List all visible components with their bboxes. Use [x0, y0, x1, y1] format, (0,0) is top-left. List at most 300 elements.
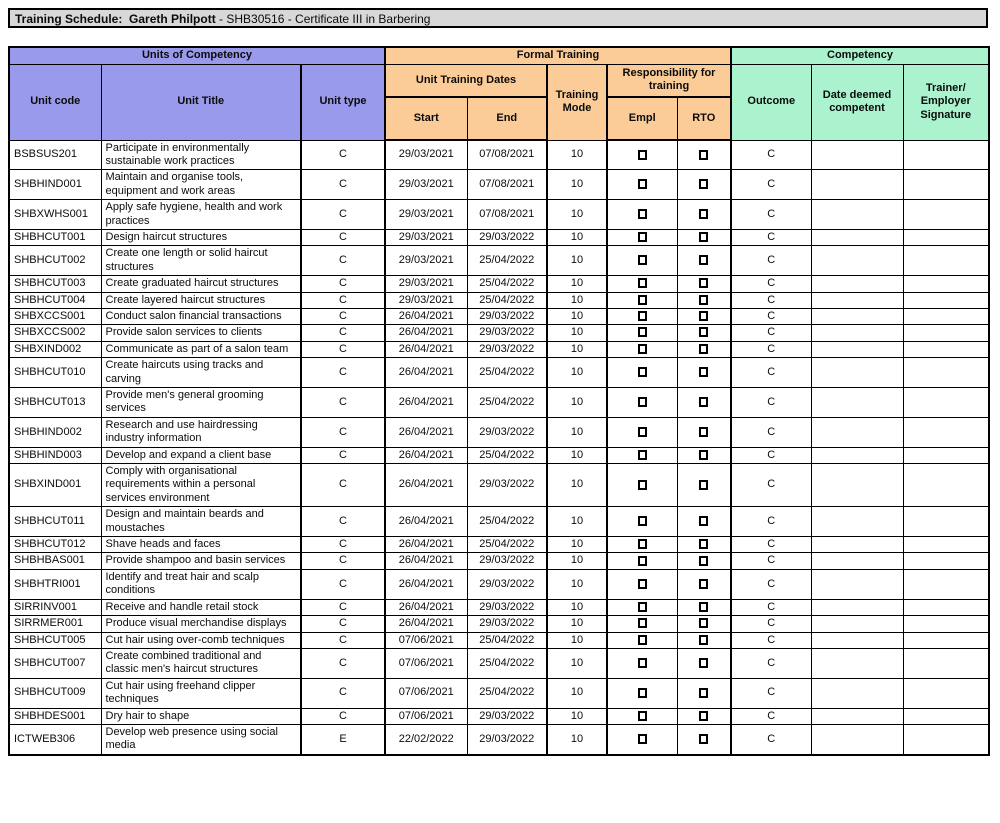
unit-type-cell: C: [301, 200, 385, 230]
trainer-signature-cell: [903, 308, 989, 324]
rto-checkbox-unchecked-icon[interactable]: [699, 397, 708, 407]
rto-checkbox-cell: [677, 632, 731, 648]
col-header-unit-training-dates: Unit Training Dates: [385, 64, 547, 97]
rto-checkbox-unchecked-icon[interactable]: [699, 734, 708, 744]
unit-title-cell: Create haircuts using tracks and carving: [101, 358, 301, 388]
empl-checkbox-cell: [607, 276, 677, 292]
unit-code-cell: SHBHIND003: [9, 447, 101, 463]
empl-checkbox-cell: [607, 553, 677, 569]
outcome-cell: C: [731, 140, 811, 170]
empl-checkbox-cell: [607, 200, 677, 230]
rto-checkbox-cell: [677, 648, 731, 678]
start-date-cell: 26/04/2021: [385, 308, 467, 324]
unit-type-cell: C: [301, 170, 385, 200]
col-header-rto: RTO: [677, 97, 731, 140]
start-date-cell: 22/02/2022: [385, 724, 467, 754]
training-mode-cell: 10: [547, 341, 607, 357]
end-date-cell: 29/03/2022: [467, 616, 547, 632]
unit-title-cell: Research and use hairdressing industry information: [101, 417, 301, 447]
unit-code-cell: SIRRINV001: [9, 599, 101, 615]
unit-title-cell: Maintain and organise tools, equipment and work areas: [101, 170, 301, 200]
start-date-cell: 26/04/2021: [385, 537, 467, 553]
table-row: [9, 616, 989, 632]
col-header-unit-type: Unit type: [301, 64, 385, 140]
empl-checkbox-unchecked-icon[interactable]: [638, 397, 647, 407]
unit-type-cell: C: [301, 276, 385, 292]
empl-checkbox-unchecked-icon[interactable]: [638, 179, 647, 189]
empl-checkbox-unchecked-icon[interactable]: [638, 711, 647, 721]
unit-code-cell: SHBHCUT010: [9, 358, 101, 388]
empl-checkbox-cell: [607, 708, 677, 724]
training-mode-cell: 10: [547, 569, 607, 599]
rto-checkbox-cell: [677, 599, 731, 615]
end-date-cell: 29/03/2022: [467, 308, 547, 324]
table-row: [9, 308, 989, 324]
empl-checkbox-unchecked-icon[interactable]: [638, 255, 647, 265]
rto-checkbox-cell: [677, 388, 731, 418]
col-header-end: End: [467, 97, 547, 140]
trainer-signature-cell: [903, 417, 989, 447]
training-mode-cell: 10: [547, 292, 607, 308]
start-date-cell: 29/03/2021: [385, 200, 467, 230]
unit-title-cell: Develop web presence using social media: [101, 724, 301, 754]
date-deemed-competent-cell: [811, 708, 903, 724]
rto-checkbox-unchecked-icon[interactable]: [699, 209, 708, 219]
empl-checkbox-unchecked-icon[interactable]: [638, 150, 647, 160]
outcome-cell: C: [731, 507, 811, 537]
outcome-cell: C: [731, 632, 811, 648]
training-mode-cell: 10: [547, 724, 607, 754]
date-deemed-competent-cell: [811, 325, 903, 341]
end-date-cell: 25/04/2022: [467, 537, 547, 553]
unit-type-cell: C: [301, 708, 385, 724]
end-date-cell: 25/04/2022: [467, 648, 547, 678]
empl-checkbox-unchecked-icon[interactable]: [638, 209, 647, 219]
date-deemed-competent-cell: [811, 569, 903, 599]
unit-type-cell: C: [301, 140, 385, 170]
empl-checkbox-cell: [607, 417, 677, 447]
date-deemed-competent-cell: [811, 724, 903, 754]
empl-checkbox-unchecked-icon[interactable]: [638, 688, 647, 698]
unit-type-cell: C: [301, 341, 385, 357]
rto-checkbox-cell: [677, 507, 731, 537]
table-row: [9, 464, 989, 507]
unit-code-cell: SHBHCUT005: [9, 632, 101, 648]
rto-checkbox-cell: [677, 170, 731, 200]
col-header-training-mode: Training Mode: [547, 64, 607, 140]
date-deemed-competent-cell: [811, 616, 903, 632]
empl-checkbox-cell: [607, 358, 677, 388]
training-mode-cell: 10: [547, 229, 607, 245]
training-mode-cell: 10: [547, 464, 607, 507]
start-date-cell: 29/03/2021: [385, 170, 467, 200]
empl-checkbox-unchecked-icon[interactable]: [638, 367, 647, 377]
rto-checkbox-unchecked-icon[interactable]: [699, 579, 708, 589]
unit-type-cell: C: [301, 325, 385, 341]
unit-type-cell: C: [301, 308, 385, 324]
rto-checkbox-unchecked-icon[interactable]: [699, 539, 708, 549]
empl-checkbox-cell: [607, 678, 677, 708]
empl-checkbox-cell: [607, 724, 677, 754]
rto-checkbox-cell: [677, 341, 731, 357]
unit-type-cell: C: [301, 388, 385, 418]
unit-code-cell: SHBHBAS001: [9, 553, 101, 569]
unit-type-cell: C: [301, 569, 385, 599]
empl-checkbox-unchecked-icon[interactable]: [638, 658, 647, 668]
rto-checkbox-cell: [677, 569, 731, 599]
unit-code-cell: BSBSUS201: [9, 140, 101, 170]
trainer-signature-cell: [903, 708, 989, 724]
training-mode-cell: 10: [547, 170, 607, 200]
unit-type-cell: C: [301, 616, 385, 632]
outcome-cell: C: [731, 325, 811, 341]
empl-checkbox-unchecked-icon[interactable]: [638, 579, 647, 589]
rto-checkbox-cell: [677, 724, 731, 754]
start-date-cell: 26/04/2021: [385, 388, 467, 418]
start-date-cell: 26/04/2021: [385, 507, 467, 537]
empl-checkbox-unchecked-icon[interactable]: [638, 516, 647, 526]
unit-title-cell: Create one length or solid haircut structures: [101, 246, 301, 276]
empl-checkbox-unchecked-icon[interactable]: [638, 344, 647, 354]
empl-checkbox-unchecked-icon[interactable]: [638, 602, 647, 612]
end-date-cell: 07/08/2021: [467, 170, 547, 200]
end-date-cell: 25/04/2022: [467, 358, 547, 388]
training-mode-cell: 10: [547, 276, 607, 292]
trainer-signature-cell: [903, 325, 989, 341]
empl-checkbox-unchecked-icon[interactable]: [638, 295, 647, 305]
rto-checkbox-unchecked-icon[interactable]: [699, 688, 708, 698]
rto-checkbox-unchecked-icon[interactable]: [699, 278, 708, 288]
col-header-unit-title: Unit Title: [101, 64, 301, 140]
trainer-signature-cell: [903, 507, 989, 537]
end-date-cell: 07/08/2021: [467, 200, 547, 230]
empl-checkbox-unchecked-icon[interactable]: [638, 556, 647, 566]
start-date-cell: 26/04/2021: [385, 447, 467, 463]
end-date-cell: 25/04/2022: [467, 447, 547, 463]
training-mode-cell: 10: [547, 325, 607, 341]
empl-checkbox-cell: [607, 246, 677, 276]
start-date-cell: 07/06/2021: [385, 648, 467, 678]
end-date-cell: 25/04/2022: [467, 507, 547, 537]
rto-checkbox-cell: [677, 276, 731, 292]
trainer-signature-cell: [903, 648, 989, 678]
empl-checkbox-unchecked-icon[interactable]: [638, 278, 647, 288]
unit-title-cell: Conduct salon financial transactions: [101, 308, 301, 324]
outcome-cell: C: [731, 678, 811, 708]
date-deemed-competent-cell: [811, 507, 903, 537]
end-date-cell: 29/03/2022: [467, 553, 547, 569]
end-date-cell: 29/03/2022: [467, 708, 547, 724]
table-row: [9, 292, 989, 308]
outcome-cell: C: [731, 358, 811, 388]
outcome-cell: C: [731, 464, 811, 507]
empl-checkbox-unchecked-icon[interactable]: [638, 480, 647, 490]
unit-title-cell: Develop and expand a client base: [101, 447, 301, 463]
empl-checkbox-unchecked-icon[interactable]: [638, 311, 647, 321]
rto-checkbox-cell: [677, 246, 731, 276]
start-date-cell: 29/03/2021: [385, 276, 467, 292]
unit-title-cell: Produce visual merchandise displays: [101, 616, 301, 632]
trainer-signature-cell: [903, 599, 989, 615]
group-units-of-competency: Units of Competency: [9, 47, 385, 64]
trainer-signature-cell: [903, 537, 989, 553]
trainer-signature-cell: [903, 678, 989, 708]
table-row: [9, 200, 989, 230]
unit-code-cell: SIRRMER001: [9, 616, 101, 632]
unit-code-cell: SHBXWHS001: [9, 200, 101, 230]
unit-type-cell: C: [301, 648, 385, 678]
date-deemed-competent-cell: [811, 553, 903, 569]
unit-title-cell: Create layered haircut structures: [101, 292, 301, 308]
trainer-signature-cell: [903, 358, 989, 388]
date-deemed-competent-cell: [811, 632, 903, 648]
date-deemed-competent-cell: [811, 388, 903, 418]
unit-type-cell: C: [301, 358, 385, 388]
unit-type-cell: C: [301, 417, 385, 447]
unit-title-cell: Shave heads and faces: [101, 537, 301, 553]
unit-type-cell: C: [301, 599, 385, 615]
outcome-cell: C: [731, 308, 811, 324]
rto-checkbox-cell: [677, 616, 731, 632]
date-deemed-competent-cell: [811, 140, 903, 170]
rto-checkbox-cell: [677, 464, 731, 507]
rto-checkbox-unchecked-icon[interactable]: [699, 344, 708, 354]
outcome-cell: C: [731, 292, 811, 308]
empl-checkbox-cell: [607, 599, 677, 615]
rto-checkbox-cell: [677, 200, 731, 230]
unit-code-cell: SHBHTRI001: [9, 569, 101, 599]
start-date-cell: 26/04/2021: [385, 616, 467, 632]
outcome-cell: C: [731, 388, 811, 418]
empl-checkbox-unchecked-icon[interactable]: [638, 734, 647, 744]
table-row: [9, 632, 989, 648]
empl-checkbox-cell: [607, 464, 677, 507]
unit-title-cell: Provide shampoo and basin services: [101, 553, 301, 569]
outcome-cell: C: [731, 616, 811, 632]
unit-type-cell: C: [301, 537, 385, 553]
rto-checkbox-cell: [677, 140, 731, 170]
training-mode-cell: 10: [547, 537, 607, 553]
trainer-signature-cell: [903, 246, 989, 276]
table-row: [9, 678, 989, 708]
empl-checkbox-unchecked-icon[interactable]: [638, 539, 647, 549]
table-row: [9, 648, 989, 678]
trainer-signature-cell: [903, 292, 989, 308]
training-mode-cell: 10: [547, 358, 607, 388]
end-date-cell: 29/03/2022: [467, 341, 547, 357]
empl-checkbox-unchecked-icon[interactable]: [638, 327, 647, 337]
trainer-signature-cell: [903, 616, 989, 632]
outcome-cell: C: [731, 537, 811, 553]
unit-code-cell: SHBXIND001: [9, 464, 101, 507]
rto-checkbox-cell: [677, 308, 731, 324]
unit-title-cell: Cut hair using over-comb techniques: [101, 632, 301, 648]
unit-code-cell: SHBHCUT002: [9, 246, 101, 276]
table-row: [9, 246, 989, 276]
end-date-cell: 07/08/2021: [467, 140, 547, 170]
group-competency: Competency: [731, 47, 989, 64]
empl-checkbox-cell: [607, 507, 677, 537]
unit-type-cell: E: [301, 724, 385, 754]
table-row: [9, 708, 989, 724]
start-date-cell: 26/04/2021: [385, 599, 467, 615]
start-date-cell: 26/04/2021: [385, 341, 467, 357]
rto-checkbox-unchecked-icon[interactable]: [699, 427, 708, 437]
rto-checkbox-cell: [677, 325, 731, 341]
col-header-start: Start: [385, 97, 467, 140]
unit-title-cell: Design and maintain beards and moustaches: [101, 507, 301, 537]
unit-type-cell: C: [301, 464, 385, 507]
outcome-cell: C: [731, 447, 811, 463]
unit-title-cell: Participate in environmentally sustainable work practices: [101, 140, 301, 170]
rto-checkbox-cell: [677, 417, 731, 447]
rto-checkbox-unchecked-icon[interactable]: [699, 450, 708, 460]
unit-code-cell: SHBHCUT013: [9, 388, 101, 418]
outcome-cell: C: [731, 569, 811, 599]
date-deemed-competent-cell: [811, 308, 903, 324]
date-deemed-competent-cell: [811, 678, 903, 708]
rto-checkbox-unchecked-icon[interactable]: [699, 311, 708, 321]
unit-code-cell: SHBHCUT012: [9, 537, 101, 553]
start-date-cell: 29/03/2021: [385, 229, 467, 245]
table-body: [9, 140, 989, 755]
trainer-signature-cell: [903, 553, 989, 569]
end-date-cell: 25/04/2022: [467, 276, 547, 292]
end-date-cell: 29/03/2022: [467, 325, 547, 341]
start-date-cell: 29/03/2021: [385, 292, 467, 308]
empl-checkbox-cell: [607, 447, 677, 463]
title-qualification: - SHB30516 - Certificate III in Barbering: [215, 12, 431, 26]
rto-checkbox-unchecked-icon[interactable]: [699, 179, 708, 189]
date-deemed-competent-cell: [811, 341, 903, 357]
rto-checkbox-unchecked-icon[interactable]: [699, 295, 708, 305]
empl-checkbox-cell: [607, 388, 677, 418]
outcome-cell: C: [731, 648, 811, 678]
date-deemed-competent-cell: [811, 170, 903, 200]
unit-type-cell: C: [301, 678, 385, 708]
document-title-bar: [8, 8, 988, 28]
empl-checkbox-cell: [607, 325, 677, 341]
unit-type-cell: C: [301, 447, 385, 463]
trainer-signature-cell: [903, 341, 989, 357]
trainer-signature-cell: [903, 200, 989, 230]
rto-checkbox-unchecked-icon[interactable]: [699, 327, 708, 337]
training-mode-cell: 10: [547, 447, 607, 463]
trainer-signature-cell: [903, 724, 989, 754]
empl-checkbox-cell: [607, 140, 677, 170]
rto-checkbox-unchecked-icon[interactable]: [699, 618, 708, 628]
end-date-cell: 29/03/2022: [467, 417, 547, 447]
unit-code-cell: SHBHDES001: [9, 708, 101, 724]
unit-type-cell: C: [301, 507, 385, 537]
empl-checkbox-unchecked-icon[interactable]: [638, 618, 647, 628]
col-header-empl: Empl: [607, 97, 677, 140]
date-deemed-competent-cell: [811, 292, 903, 308]
outcome-cell: C: [731, 341, 811, 357]
rto-checkbox-unchecked-icon[interactable]: [699, 232, 708, 242]
unit-type-cell: C: [301, 229, 385, 245]
rto-checkbox-cell: [677, 678, 731, 708]
rto-checkbox-unchecked-icon[interactable]: [699, 556, 708, 566]
empl-checkbox-unchecked-icon[interactable]: [638, 450, 647, 460]
start-date-cell: 26/04/2021: [385, 569, 467, 599]
outcome-cell: C: [731, 417, 811, 447]
group-formal-training: Formal Training: [385, 47, 731, 64]
rto-checkbox-unchecked-icon[interactable]: [699, 658, 708, 668]
empl-checkbox-cell: [607, 170, 677, 200]
table-row: [9, 724, 989, 754]
col-header-outcome: Outcome: [731, 64, 811, 140]
training-mode-cell: 10: [547, 507, 607, 537]
start-date-cell: 29/03/2021: [385, 140, 467, 170]
empl-checkbox-unchecked-icon[interactable]: [638, 427, 647, 437]
table-row: [9, 229, 989, 245]
trainer-signature-cell: [903, 388, 989, 418]
col-header-date-deemed-competent: Date deemed competent: [811, 64, 903, 140]
trainer-signature-cell: [903, 276, 989, 292]
empl-checkbox-cell: [607, 616, 677, 632]
unit-code-cell: ICTWEB306: [9, 724, 101, 754]
training-mode-cell: 10: [547, 648, 607, 678]
unit-title-cell: Provide salon services to clients: [101, 325, 301, 341]
training-mode-cell: 10: [547, 599, 607, 615]
title-student: Training Schedule: Gareth Philpott: [15, 12, 216, 26]
table-row: [9, 447, 989, 463]
unit-code-cell: SHBHCUT007: [9, 648, 101, 678]
unit-code-cell: SHBHCUT003: [9, 276, 101, 292]
end-date-cell: 29/03/2022: [467, 464, 547, 507]
rto-checkbox-unchecked-icon[interactable]: [699, 480, 708, 490]
unit-title-cell: Design haircut structures: [101, 229, 301, 245]
training-schedule-table: [8, 46, 990, 756]
unit-title-cell: Apply safe hygiene, health and work practices: [101, 200, 301, 230]
end-date-cell: 29/03/2022: [467, 599, 547, 615]
outcome-cell: C: [731, 229, 811, 245]
rto-checkbox-cell: [677, 229, 731, 245]
date-deemed-competent-cell: [811, 537, 903, 553]
unit-title-cell: Dry hair to shape: [101, 708, 301, 724]
rto-checkbox-unchecked-icon[interactable]: [699, 255, 708, 265]
date-deemed-competent-cell: [811, 276, 903, 292]
end-date-cell: 25/04/2022: [467, 292, 547, 308]
table-row: [9, 341, 989, 357]
start-date-cell: 07/06/2021: [385, 632, 467, 648]
rto-checkbox-unchecked-icon[interactable]: [699, 602, 708, 612]
empl-checkbox-unchecked-icon[interactable]: [638, 635, 647, 645]
col-header-trainer-signature: Trainer/ Employer Signature: [903, 64, 989, 140]
end-date-cell: 25/04/2022: [467, 246, 547, 276]
table-row: [9, 417, 989, 447]
empl-checkbox-unchecked-icon[interactable]: [638, 232, 647, 242]
unit-code-cell: SHBHCUT009: [9, 678, 101, 708]
rto-checkbox-unchecked-icon[interactable]: [699, 516, 708, 526]
outcome-cell: C: [731, 276, 811, 292]
empl-checkbox-cell: [607, 569, 677, 599]
rto-checkbox-cell: [677, 708, 731, 724]
training-mode-cell: 10: [547, 678, 607, 708]
end-date-cell: 29/03/2022: [467, 229, 547, 245]
trainer-signature-cell: [903, 632, 989, 648]
unit-code-cell: SHBHCUT001: [9, 229, 101, 245]
trainer-signature-cell: [903, 447, 989, 463]
empl-checkbox-cell: [607, 229, 677, 245]
rto-checkbox-unchecked-icon[interactable]: [699, 367, 708, 377]
rto-checkbox-unchecked-icon[interactable]: [699, 711, 708, 721]
rto-checkbox-unchecked-icon[interactable]: [699, 150, 708, 160]
unit-title-cell: Comply with organisational requirements within a personal services environment: [101, 464, 301, 507]
rto-checkbox-unchecked-icon[interactable]: [699, 635, 708, 645]
unit-type-cell: C: [301, 246, 385, 276]
